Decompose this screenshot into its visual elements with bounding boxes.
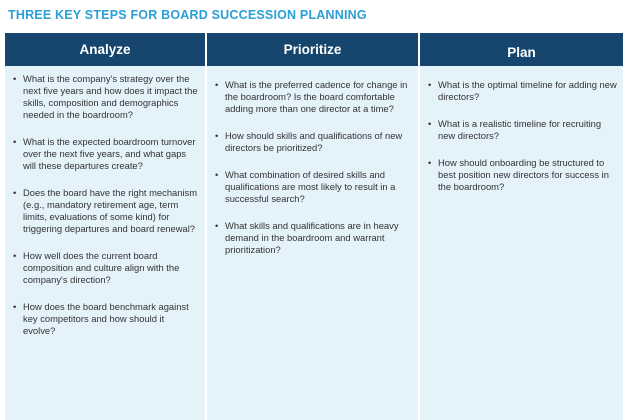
bullet-icon: • <box>215 220 219 231</box>
list-item <box>426 118 617 142</box>
column-plan <box>420 33 623 420</box>
bullet-icon: • <box>13 301 17 312</box>
bullet-icon: • <box>13 73 17 84</box>
column-analyze <box>5 33 205 420</box>
column-body-prioritize <box>207 66 418 420</box>
column-prioritize <box>207 33 418 420</box>
list-item <box>426 79 617 103</box>
column-body-plan <box>420 66 623 420</box>
question-text: How well does the current board composition and culture align with the company's direction? <box>23 250 180 285</box>
column-heading-plan: Plan <box>420 33 623 66</box>
bullet-icon: • <box>215 79 219 90</box>
bullet-icon: • <box>215 169 219 180</box>
question-text: What combination of desired skills and qualifications are most likely to result in a successful search? <box>225 169 396 204</box>
question-text: How does the board benchmark against key competitors and how should it evolve? <box>23 301 189 336</box>
bullet-icon: • <box>13 136 17 147</box>
bullet-icon: • <box>13 187 17 198</box>
column-heading-prioritize: Prioritize <box>207 33 418 66</box>
list-item <box>11 136 199 172</box>
list-item <box>213 169 412 205</box>
question-text: What skills and qualifications are in heavy demand in the boardroom and warrant prioritization? <box>225 220 399 255</box>
question-text: Does the board have the right mechanism (e.g., mandatory retirement age, term limits, evaluations of some kind) for triggering departures and board renewal? <box>23 187 198 234</box>
question-list-analyze <box>11 73 199 337</box>
bullet-icon: • <box>428 157 432 168</box>
question-text: What is the expected boardroom turnover over the next five years, and what gaps will these departures create? <box>23 136 196 171</box>
steps-table <box>5 33 623 420</box>
question-text: What is the preferred cadence for change in the boardroom? Is the board comfortable adding more than one director at a time? <box>225 79 408 114</box>
column-heading-analyze: Analyze <box>5 33 205 66</box>
column-body-analyze <box>5 66 205 420</box>
question-text: How should onboarding be structured to best position new directors for success in the boardroom? <box>438 157 609 192</box>
list-item <box>213 220 412 256</box>
bullet-icon: • <box>215 130 219 141</box>
list-item <box>11 187 199 235</box>
bullet-icon: • <box>13 250 17 261</box>
list-item <box>426 157 617 193</box>
bullet-icon: • <box>428 79 432 90</box>
question-list-plan <box>426 79 617 193</box>
question-text: What is the company's strategy over the next five years and how does it impact the skills, composition and demographics needed in the boardroom? <box>23 73 198 120</box>
question-list-prioritize <box>213 79 412 256</box>
question-text: What is the optimal timeline for adding new directors? <box>438 79 617 102</box>
list-item <box>213 130 412 154</box>
question-text: How should skills and qualifications of new directors be prioritized? <box>225 130 403 153</box>
list-item <box>11 73 199 121</box>
list-item <box>11 250 199 286</box>
list-item <box>11 301 199 337</box>
page-title: THREE KEY STEPS FOR BOARD SUCCESSION PLANNING <box>8 8 367 22</box>
bullet-icon: • <box>428 118 432 129</box>
question-text: What is a realistic timeline for recruiting new directors? <box>438 118 602 141</box>
list-item <box>213 79 412 115</box>
